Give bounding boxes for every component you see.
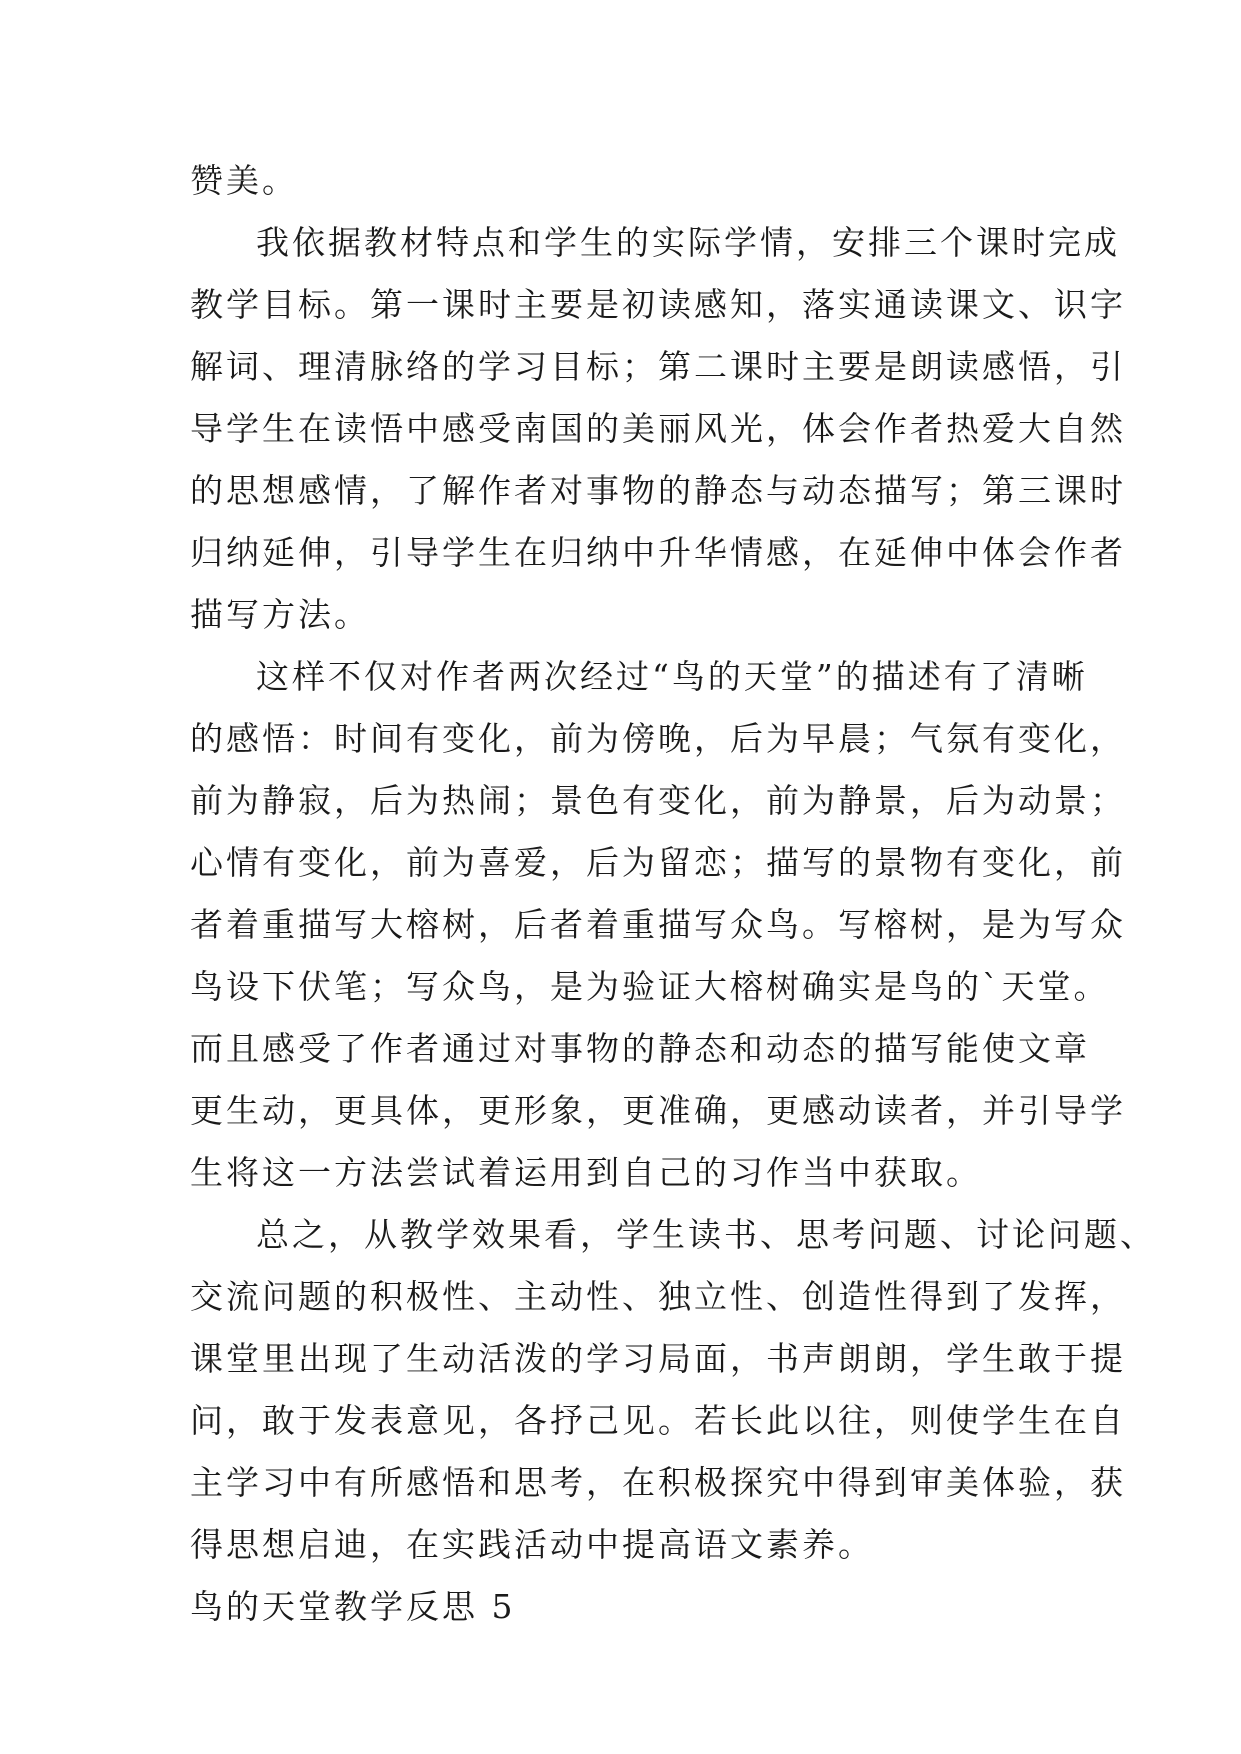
text-line: 得思想启迪，在实践活动中提高语文素养。 xyxy=(190,1525,874,1564)
text-line: 课堂里出现了生动活泼的学习局面，书声朗朗，学生敢于提 xyxy=(190,1339,1126,1378)
text-line: 归纳延伸，引导学生在归纳中升华情感，在延伸中体会作者 xyxy=(190,533,1126,572)
document-body xyxy=(190,150,1156,1638)
paragraph-start-line: 我依据教材特点和学生的实际学情，安排三个课时完成 xyxy=(256,223,1120,262)
text-line: 解词、理清脉络的学习目标；第二课时主要是朗读感悟，引 xyxy=(190,347,1126,386)
text-line: 生将这一方法尝试着运用到自己的习作当中获取。 xyxy=(190,1153,982,1192)
paragraph-start-line: 总之，从教学效果看，学生读书、思考问题、讨论问题、 xyxy=(256,1215,1156,1254)
text-line: 而且感受了作者通过对事物的静态和动态的描写能使文章 xyxy=(190,1029,1090,1068)
text-line: 的思想感情，了解作者对事物的静态与动态描写；第三课时 xyxy=(190,471,1126,510)
text-line: 者着重描写大榕树，后者着重描写众鸟。写榕树，是为写众 xyxy=(190,905,1126,944)
section-heading: 鸟的天堂教学反思 5 xyxy=(190,1587,516,1626)
text-line: 交流问题的积极性、主动性、独立性、创造性得到了发挥， xyxy=(190,1277,1126,1316)
text-line: 教学目标。第一课时主要是初读感知，落实通读课文、识字 xyxy=(190,285,1126,324)
text-line: 鸟设下伏笔；写众鸟，是为验证大榕树确实是鸟的`天堂。 xyxy=(190,967,1110,1006)
text-line: 的感悟：时间有变化，前为傍晚，后为早晨；气氛有变化， xyxy=(190,719,1126,758)
text-line: 赞美。 xyxy=(190,161,298,200)
text-line: 问，敢于发表意见，各抒己见。若长此以往，则使学生在自 xyxy=(190,1401,1126,1440)
text-line: 更生动，更具体，更形象，更准确，更感动读者，并引导学 xyxy=(190,1091,1126,1130)
text-line: 前为静寂，后为热闹；景色有变化，前为静景，后为动景； xyxy=(190,781,1126,820)
text-line: 心情有变化，前为喜爱，后为留恋；描写的景物有变化，前 xyxy=(190,843,1126,882)
text-line: 描写方法。 xyxy=(190,595,370,634)
text-line: 主学习中有所感悟和思考，在积极探究中得到审美体验，获 xyxy=(190,1463,1126,1502)
text-line: 导学生在读悟中感受南国的美丽风光，体会作者热爱大自然 xyxy=(190,409,1126,448)
paragraph-start-line: 这样不仅对作者两次经过“鸟的天堂”的描述有了清晰 xyxy=(256,657,1088,696)
